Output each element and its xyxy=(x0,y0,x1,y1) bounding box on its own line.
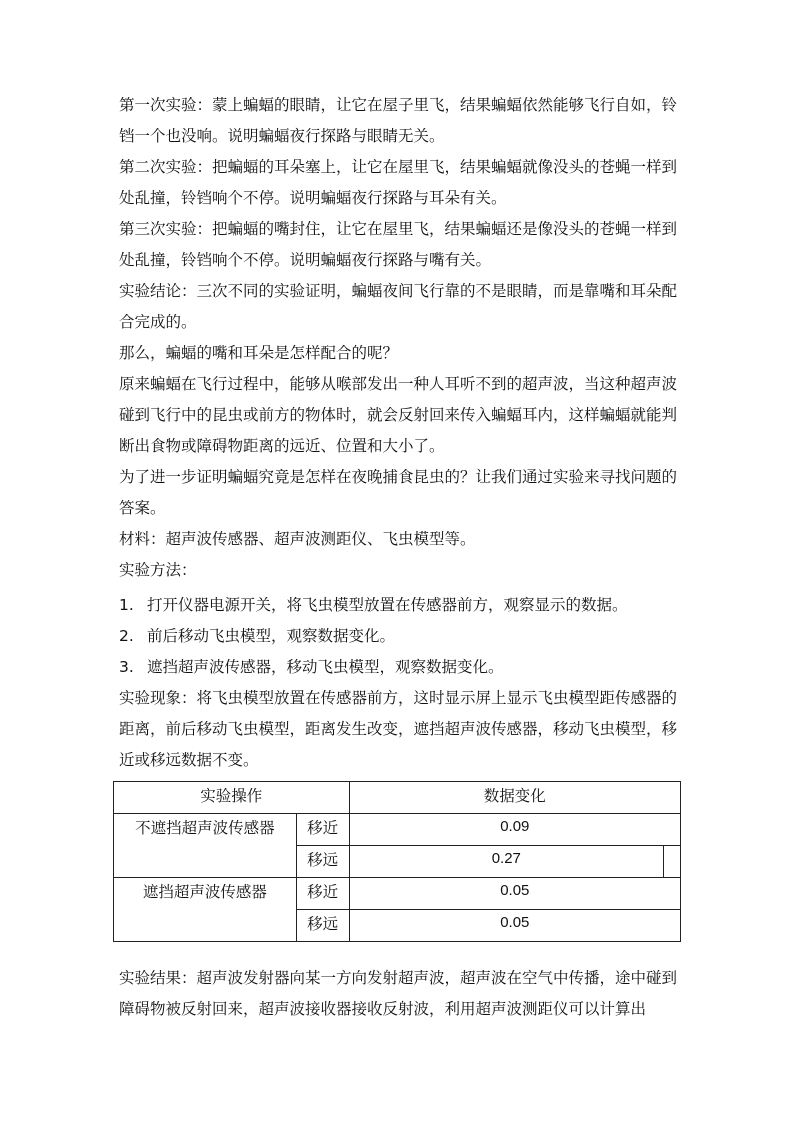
table-row xyxy=(114,878,681,910)
list-item xyxy=(119,652,504,683)
value-cell: 0.05 xyxy=(349,910,680,942)
action-cell: 移近 xyxy=(296,814,349,846)
empty-cell xyxy=(664,846,681,878)
paragraph-question: 那么，蝙蝠的嘴和耳朵是怎样配合的呢？ xyxy=(119,344,399,362)
paragraph-conclusion: 实验结论：三次不同的实验证明，蝙蝠夜间飞行靠的不是眼睛，而是靠嘴和耳朵配合完成的。 xyxy=(119,282,678,331)
table-header-row xyxy=(114,782,681,814)
action-cell: 移远 xyxy=(296,910,349,942)
list-item-text: 前后移动飞虫模型，观察数据变化。 xyxy=(147,627,396,645)
paragraph-explanation: 原来蝙蝠在飞行过程中，能够从喉部发出一种人耳听不到的超声波，当这种超声波碰到飞行中的昆虫或前方的物体时，就会反射回来传入蝙蝠耳内，这样蝙蝠就能判断出食物或障碍物距离的远近、位置和大小了。 xyxy=(119,375,678,455)
header-data: 数据变化 xyxy=(349,782,680,814)
list-item-number: 2. xyxy=(119,627,134,645)
table-row xyxy=(114,814,681,846)
list-item xyxy=(119,590,628,621)
paragraph-experiment-1: 第一次实验：蒙上蝙蝠的眼睛，让它在屋子里飞，结果蝙蝠依然能够飞行自如，铃铛一个也没响。说明蝙蝠夜行探路与眼睛无关。 xyxy=(119,96,678,145)
list-item xyxy=(119,621,395,652)
header-operation: 实验操作 xyxy=(114,782,350,814)
paragraph-materials: 材料：超声波传感器、超声波测距仪、飞虫模型等。 xyxy=(119,530,476,548)
list-item-text: 打开仪器电源开关，将飞虫模型放置在传感器前方，观察显示的数据。 xyxy=(147,596,628,614)
paragraph-experiment-2: 第二次实验：把蝙蝠的耳朵塞上，让它在屋里飞，结果蝙蝠就像没头的苍蝇一样到处乱撞，铃铛响个不停。说明蝙蝠夜行探路与耳朵有关。 xyxy=(119,158,678,207)
list-item-text: 遮挡超声波传感器，移动飞虫模型，观察数据变化。 xyxy=(147,658,504,676)
paragraph-experiment-3: 第三次实验：把蝙蝠的嘴封住，让它在屋里飞，结果蝙蝠还是像没头的苍蝇一样到处乱撞，铃铛响个不停。说明蝙蝠夜行探路与嘴有关。 xyxy=(119,220,678,269)
value-cell: 0.27 xyxy=(349,846,663,878)
value-cell: 0.05 xyxy=(349,878,680,910)
value-cell: 0.09 xyxy=(349,814,680,846)
action-cell: 移近 xyxy=(296,878,349,910)
list-item-number: 1. xyxy=(119,596,134,614)
paragraph-purpose: 为了进一步证明蝙蝠究竟是怎样在夜晚捕食昆虫的？让我们通过实验来寻找问题的答案。 xyxy=(119,468,678,517)
data-table xyxy=(113,781,681,942)
group-label-blocked: 遮挡超声波传感器 xyxy=(114,878,297,942)
list-item-number: 3. xyxy=(119,658,134,676)
group-label-unblocked: 不遮挡超声波传感器 xyxy=(114,814,297,878)
paragraph-result: 实验结果：超声波发射器向某一方向发射超声波，超声波在空气中传播，途中碰到障碍物被反射回来，超声波接收器接收反射波，利用超声波测距仪可以计算出 xyxy=(119,969,678,1018)
paragraph-method-heading: 实验方法： xyxy=(119,561,197,579)
paragraph-phenomenon: 实验现象：将飞虫模型放置在传感器前方，这时显示屏上显示飞虫模型距传感器的距离，前后移动飞虫模型，距离发生改变，遮挡超声波传感器，移动飞虫模型，移近或移远数据不变。 xyxy=(119,689,678,769)
action-cell: 移远 xyxy=(296,846,349,878)
